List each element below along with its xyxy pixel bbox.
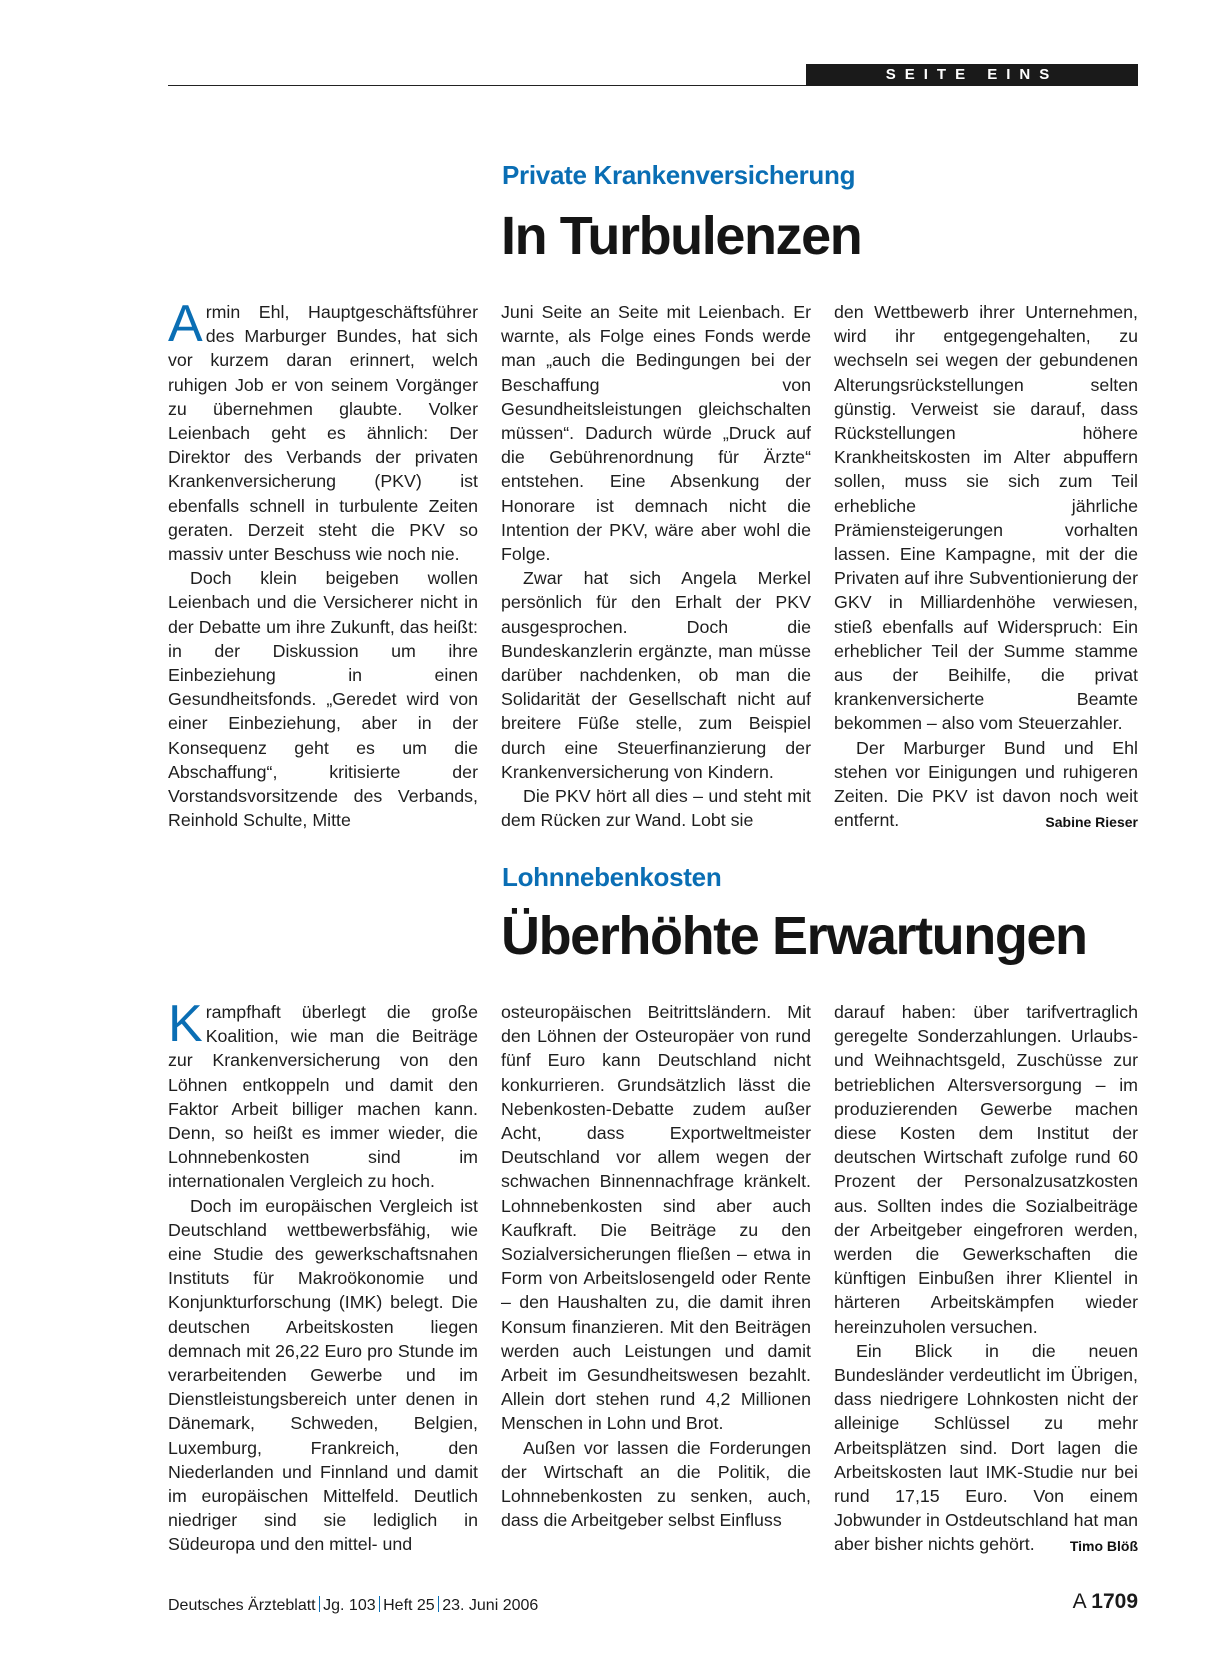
article1-paragraph: Juni Seite an Seite mit Leienbach. Er warnte, als Folge eines Fonds werde man „auch die Bedingungen bei der Beschaffung von Gesundheitsleistungen gleichschalten müssen“. Dadurch würde „Druck auf die Gebührenordnung für Ärzte“ entstehen. Eine Absenkung der Honorare ist demnach nicht die Intention der PKV, wäre aber wohl die Folge.	[501, 302, 811, 565]
footer-separator	[319, 1596, 321, 1612]
footer-separator	[379, 1596, 381, 1612]
article2-column-2	[501, 1000, 811, 1532]
page-prefix: A	[1072, 1590, 1086, 1613]
section-label: SEITE EINS	[806, 64, 1138, 86]
article2-column-3	[834, 1000, 1138, 1559]
footer-volume: Jg. 103	[323, 1597, 376, 1614]
article2-paragraph: Außen vor lassen die Forderungen der Wirtschaft an die Politik, die Lohnnebenkosten zu senken, auch, dass die Arbeitgeber selbst Einfluss	[501, 1437, 811, 1531]
footer-separator	[438, 1596, 440, 1612]
article2-paragraph: Doch im europäischen Vergleich ist Deutschland wettbewerbsfähig, wie eine Studie des gewerkschaftsnahen Instituts für Makroökonomie und Konjunkturforschung (IMK) belegt. Die deutschen Arbeitskosten liegen demnach mit 26,22 Euro pro Stunde im verarbeitenden Gewerbe und im Dienstleistungsbereich unter denen in Dänemark, Schweden, Belgien, Luxemburg, Frankreich, den Niederlanden und Finnland und damit im europäischen Mittelfeld. Deutlich niedriger sind sie lediglich in Südeuropa und den mittel- und	[168, 1195, 478, 1555]
article1-column-2	[501, 300, 811, 832]
article2-paragraph: Ein Blick in die neuen Bundesländer verdeutlicht im Übrigen, dass niedrigere Lohnkosten nicht der alleinige Schlüssel zu mehr Arbeitsplätzen sind. Dort lagen die Arbeitskosten laut IMK-Studie nur bei rund 17,15 Euro. Von einem Jobwunder in Ostdeutschland hat man aber bisher nichts gehört. Timo Blöß	[834, 1339, 1138, 1557]
article2-paragraph: Krampfhaft überlegt die große Koalition, wie man die Beiträge zur Krankenversicherung von den Löhnen entkoppeln und damit den Faktor Arbeit billiger machen kann. Denn, so heißt es immer wieder, die Lohnnebenkosten sind im internationalen Vergleich zu hoch.	[168, 995, 478, 1192]
footer-date: 23. Juni 2006	[442, 1597, 539, 1614]
article1-paragraph: den Wettbewerb ihrer Unternehmen, wird ihr entgegengehalten, zu wechseln sei wegen der gebundenen Alterungsrückstellungen selten günstig. Verweist sie darauf, dass Rückstellungen höhere Krankheitskosten im Alter abpuffern sollen, muss sie sich zum Teil erhebliche jährliche Prämiensteigerungen vorhalten lassen. Eine Kampagne, mit der die Privaten auf ihre Subventionierung der GKV in Milliardenhöhe verwiesen, stieß ebenfalls auf Widerspruch: Ein erheblicher Teil der Summe stamme aus der Beihilfe, die privat krankenversicherte Beamte bekommen – also vom Steuerzahler.	[834, 302, 1138, 734]
article2-title: Überhöhte Erwartungen	[501, 906, 1087, 966]
article1-paragraph: Doch klein beigeben wollen Leienbach und die Versicherer nicht in der Debatte um ihre Zukunft, das heißt: in der Diskussion um ihre Einbeziehung in einen Gesundheitsfonds. „Geredet wird von einer Einbeziehung, aber in der Konsequenz geht es um die Abschaffung“, kritisierte der Vorstandsvorsitzende des Verbands, Reinhold Schulte, Mitte	[168, 568, 478, 831]
article1-author: Sabine Rieser	[1045, 814, 1138, 831]
article2-paragraph: osteuropäischen Beitrittsländern. Mit den Löhnen der Osteuropäer von rund fünf Euro kann Deutschland nicht konkurrieren. Grundsätzlich lässt die Nebenkosten-Debatte zudem außer Acht, dass Exportweltmeister Deutschland vor allem wegen der schwachen Binnennachfrage kränkelt. Lohnnebenkosten sind aber auch Kaufkraft. Die Beiträge zu den Sozialversicherungen fließen – etwa in Form von Arbeitslosengeld oder Rente – den Haushalten zu, die damit ihren Konsum finanzieren. Mit den Beiträgen werden auch Leistungen und damit Arbeit im Gesundheitswesen bezahlt. Allein dort stehen rund 4,2 Millionen Menschen in Lohn und Brot.	[501, 1002, 811, 1434]
page-footer	[168, 1590, 1138, 1620]
page-number-value: 1709	[1091, 1590, 1138, 1613]
article2-dropcap: K	[168, 995, 203, 1053]
article1-column-3	[834, 300, 1138, 834]
article2-paragraph: darauf haben: über tarifvertraglich geregelte Sonderzahlungen. Urlaubs- und Weihnachtsgeld, Zuschüsse zur betrieblichen Altersversorgung – im produzierenden Gewerbe machen diese Kosten dem Institut der deutschen Wirtschaft zufolge rund 60 Prozent der Personalzusatzkosten aus. Sollten indes die Sozialbeiträge der Arbeitgeber eingefroren werden, werden die Gewerkschaften die künftigen Einbußen ihrer Klientel in härteren Arbeitskämpfen wieder hereinzuholen versuchen.	[834, 1002, 1138, 1337]
article1-kicker: Private Krankenversicherung	[502, 160, 856, 190]
footer-citation	[168, 1596, 538, 1615]
page-number	[1073, 1590, 1138, 1614]
article1-paragraph: Die PKV hört all dies – und steht mit dem Rücken zur Wand. Lobt sie	[501, 786, 811, 831]
footer-issue: Heft 25	[383, 1597, 435, 1614]
footer-journal: Deutsches Ärzteblatt	[168, 1597, 316, 1614]
article1-paragraph: Der Marburger Bund und Ehl stehen vor Einigungen und ruhigeren Zeiten. Die PKV ist davon noch weit entfernt. Sabine Rieser	[834, 736, 1138, 833]
article1-paragraph: Armin Ehl, Hauptgeschäftsführer des Marburger Bundes, hat sich vor kurzem daran erinnert, welch ruhigen Job er von seinem Vorgänger zu übernehmen glaubte. Volker Leienbach geht es ähnlich: Der Direktor des Verbands der privaten Krankenversicherung (PKV) ist ebenfalls schnell in turbulente Zeiten geraten. Derzeit steht die PKV so massiv unter Beschuss wie noch nie.	[168, 295, 478, 565]
article2-column-1	[168, 995, 478, 1557]
article1-title: In Turbulenzen	[501, 206, 862, 266]
article2-kicker: Lohnnebenkosten	[502, 862, 722, 892]
article2-author: Timo Blöß	[1069, 1538, 1138, 1555]
article1-column-1	[168, 295, 478, 832]
article1-paragraph: Zwar hat sich Angela Merkel persönlich für den Erhalt der PKV ausgesprochen. Doch die Bundeskanzlerin ergänzte, man müsse darüber nachdenken, ob man die Solidarität der Gesellschaft nicht auf breitere Füße stelle, zum Beispiel durch eine Steuerfinanzierung der Krankenversicherung von Kindern.	[501, 568, 811, 782]
article1-dropcap: A	[168, 295, 203, 353]
